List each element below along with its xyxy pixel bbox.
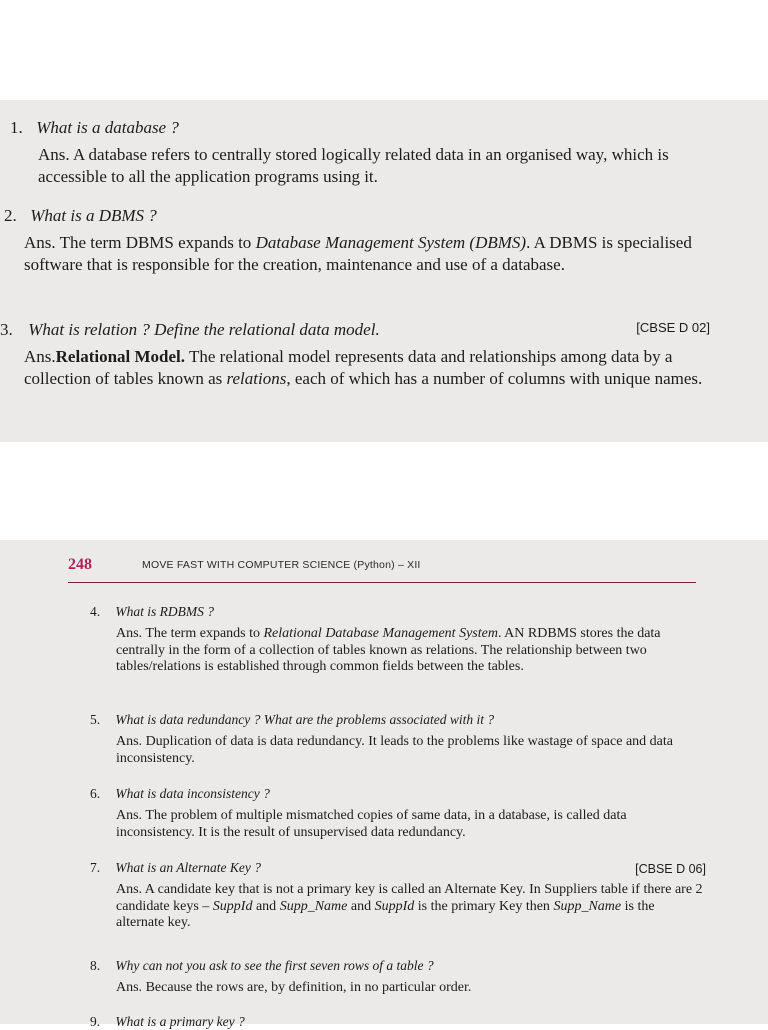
answer-label: Ans. <box>116 734 143 749</box>
question-number: 4. <box>90 604 101 619</box>
answer-text-tail: is the alternate key. <box>116 898 655 930</box>
answer-emphasis: Relational Database Management System <box>263 626 498 641</box>
answer <box>90 882 706 932</box>
question-item <box>0 860 768 932</box>
answer-label: Ans. <box>24 233 56 252</box>
question-item <box>0 712 768 767</box>
question-item <box>0 1014 768 1030</box>
answer-emphasis: Supp_Name <box>553 898 622 914</box>
answer-text: A candidate key that is not a primary key is called an Alternate Key. In Suppliers table if there are 2 candidate keys – <box>116 882 703 914</box>
answer-label: Ans. <box>24 347 56 366</box>
answer-label: Ans. <box>116 626 143 641</box>
answer-emphasis: Database Management System (DBMS) <box>255 233 527 252</box>
running-title: MOVE FAST WITH COMPUTER SCIENCE (Python) – XII <box>142 559 421 571</box>
answer-text: The problem of multiple mismatched copies of same data, in a database, is called data inconsistency. It is the result of unsupervised data redundancy. <box>116 808 627 840</box>
answer-text-mid: and <box>252 898 280 914</box>
question-item <box>0 604 768 676</box>
question-text: What is data inconsistency ? <box>115 786 270 801</box>
question-item <box>0 786 768 841</box>
answer-label: Ans. <box>116 808 143 823</box>
page-photo-bottom <box>0 540 768 1029</box>
answer-text: The term DBMS expands to <box>59 233 256 252</box>
question-number: 1. <box>10 118 23 137</box>
answer-emphasis: Supp_Name <box>279 898 348 914</box>
answer-text: The relational model represents data and relationships among data by a collection of tables known as <box>24 347 673 388</box>
answer <box>90 980 706 997</box>
exam-reference-badge: [CBSE D 06] <box>635 862 706 876</box>
answer-emphasis: relations <box>226 369 287 388</box>
question-item <box>0 958 768 997</box>
question-item <box>0 118 768 188</box>
exam-reference-badge: [CBSE D 02] <box>636 320 710 335</box>
answer-text: A database refers to centrally stored logically related data in an organised way, which is accessible to all the application programs using it. <box>38 145 669 186</box>
question-text: What is an Alternate Key ? <box>115 860 261 875</box>
answer <box>0 346 738 390</box>
answer <box>0 232 738 276</box>
question-text: What is data redundancy ? What are the problems associated with it ? <box>115 712 495 727</box>
answer <box>90 808 706 841</box>
answer-emphasis: SuppId <box>212 898 253 914</box>
question-text: What is RDBMS ? <box>115 604 214 619</box>
answer-label: Ans. <box>38 145 70 164</box>
question-item <box>0 206 768 276</box>
page-header <box>68 556 696 583</box>
answer-text-tail: . A DBMS is specialised software that is responsible for the creation, maintenance and use of a database. <box>24 233 692 274</box>
answer <box>10 144 738 188</box>
question-text: What is a database ? <box>36 118 179 137</box>
question-text: What is a primary key ? <box>115 1014 245 1029</box>
question-number: 7. <box>90 860 101 875</box>
answer-text-tail: , each of which has a number of columns with unique names. <box>286 369 703 388</box>
question-number: 9. <box>90 1014 101 1029</box>
question-item <box>0 320 768 390</box>
question-number: 2. <box>4 206 17 225</box>
question-text: What is a DBMS ? <box>30 206 157 225</box>
answer <box>90 626 706 676</box>
answer-label: Ans. <box>116 980 143 995</box>
question-number: 6. <box>90 786 101 801</box>
answer-label: Ans. <box>116 882 143 897</box>
question-number: 3. <box>0 320 13 339</box>
question-number: 5. <box>90 712 101 727</box>
page-number: 248 <box>68 556 92 573</box>
question-number: 8. <box>90 958 101 973</box>
answer-bold-term: Relational Model. <box>55 347 186 366</box>
answer <box>90 734 706 767</box>
answer-text: Duplication of data is data redundancy. It leads to the problems like wastage of space and data inconsistency. <box>116 734 673 766</box>
answer-emphasis: SuppId <box>374 898 415 914</box>
question-text: What is relation ? Define the relational data model. <box>28 320 380 339</box>
answer-text: Because the rows are, by definition, in no particular order. <box>145 980 472 995</box>
question-text: Why can not you ask to see the first seven rows of a table ? <box>115 958 434 973</box>
answer-text-mid: is the primary Key then <box>414 898 554 914</box>
answer-text: The term expands to <box>145 626 264 641</box>
answer-text-tail: . AN RDBMS stores the data centrally in the form of a collection of tables known as relations. The relationship between two tables/relations is established through common fields between the tables. <box>116 626 661 674</box>
page-photo-top <box>0 100 768 442</box>
answer-text-mid: and <box>347 898 375 914</box>
